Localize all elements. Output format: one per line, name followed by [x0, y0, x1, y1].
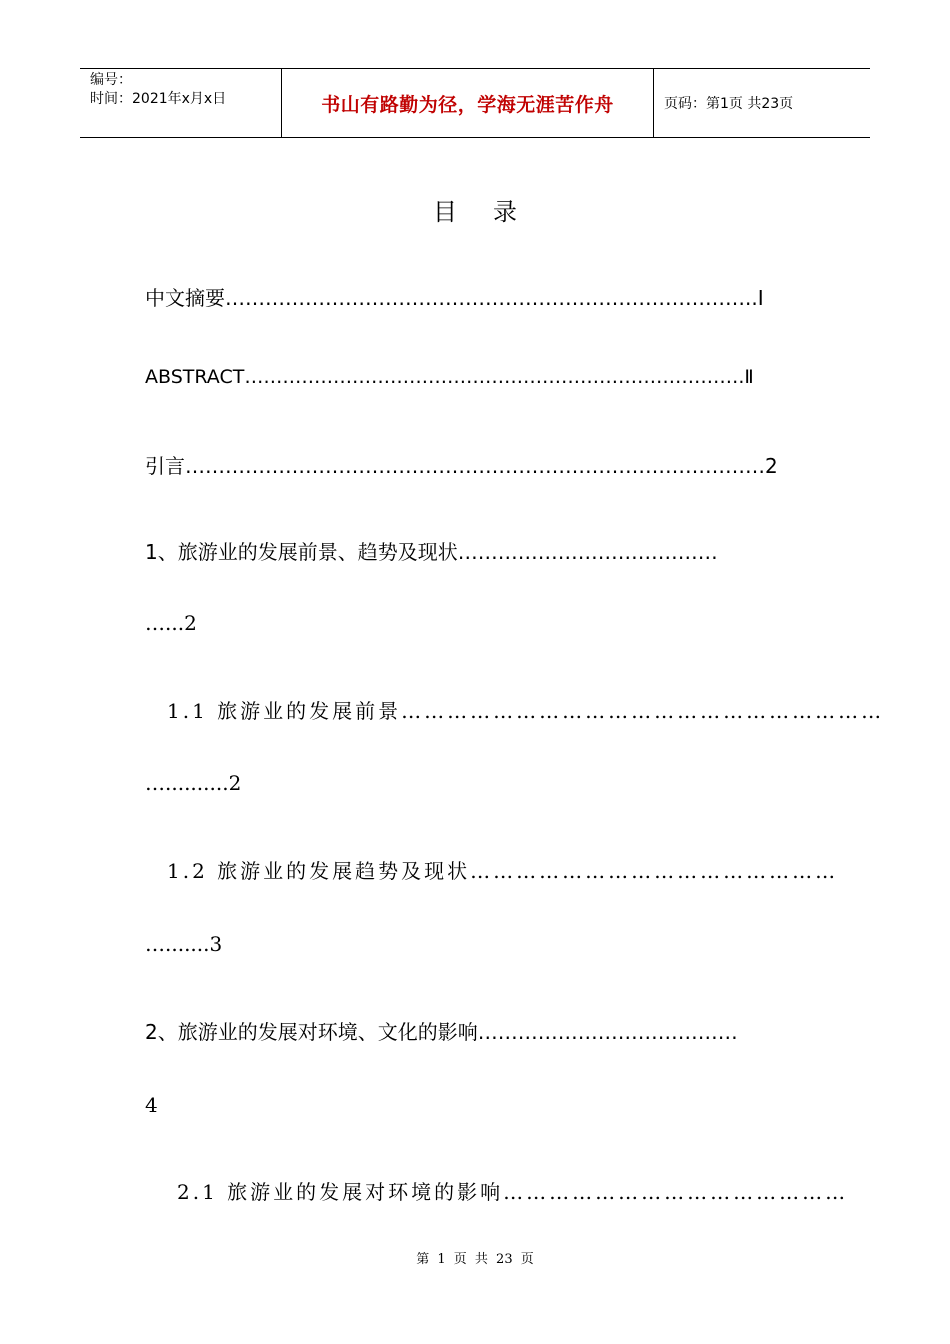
- toc-entry-section-1-2-page: ….......3: [145, 932, 223, 956]
- toc-entry-abstract-cn[interactable]: 中文摘要……………………………………………………………………..Ⅰ: [145, 286, 764, 310]
- toc-entry-chapter-1-page: …...2: [145, 611, 197, 635]
- toc-entry-introduction[interactable]: 引言……………………………………………………………………………2: [145, 454, 778, 478]
- header-motto: 书山有路勤为径，学海无涯苦作舟: [282, 69, 654, 137]
- header-page-info: 页码：第1页 共23页: [664, 96, 794, 112]
- toc-entry-abstract-en[interactable]: ABSTRACT…………………………………………………………………….Ⅱ: [145, 366, 754, 388]
- toc-entry-chapter-2[interactable]: 2、旅游业的发展对环境、文化的影响…………………………………: [145, 1020, 738, 1044]
- header-left-cell: [80, 69, 282, 137]
- toc-entry-chapter-2-page: 4: [145, 1093, 158, 1117]
- toc-entry-section-2-1[interactable]: 2.1 旅游业的发展对环境的影响………………………………………: [177, 1180, 849, 1204]
- page-header: [80, 68, 870, 138]
- document-number-label: 编号：: [90, 72, 132, 88]
- toc-entry-section-1-1[interactable]: 1.1 旅游业的发展前景………………………………………………………: [167, 699, 885, 723]
- toc-title: 目录: [433, 198, 553, 226]
- toc-entry-chapter-1[interactable]: 1、旅游业的发展前景、趋势及现状…………………………………: [145, 540, 718, 564]
- page-footer: 第 1 页 共 23 页: [416, 1252, 534, 1267]
- toc-entry-section-1-1-page: …..........2: [145, 771, 242, 795]
- document-time-label: 时间：2021年x月x日: [90, 91, 227, 107]
- toc-entry-section-1-2[interactable]: 1.2 旅游业的发展趋势及现状…………………………………………: [167, 859, 839, 883]
